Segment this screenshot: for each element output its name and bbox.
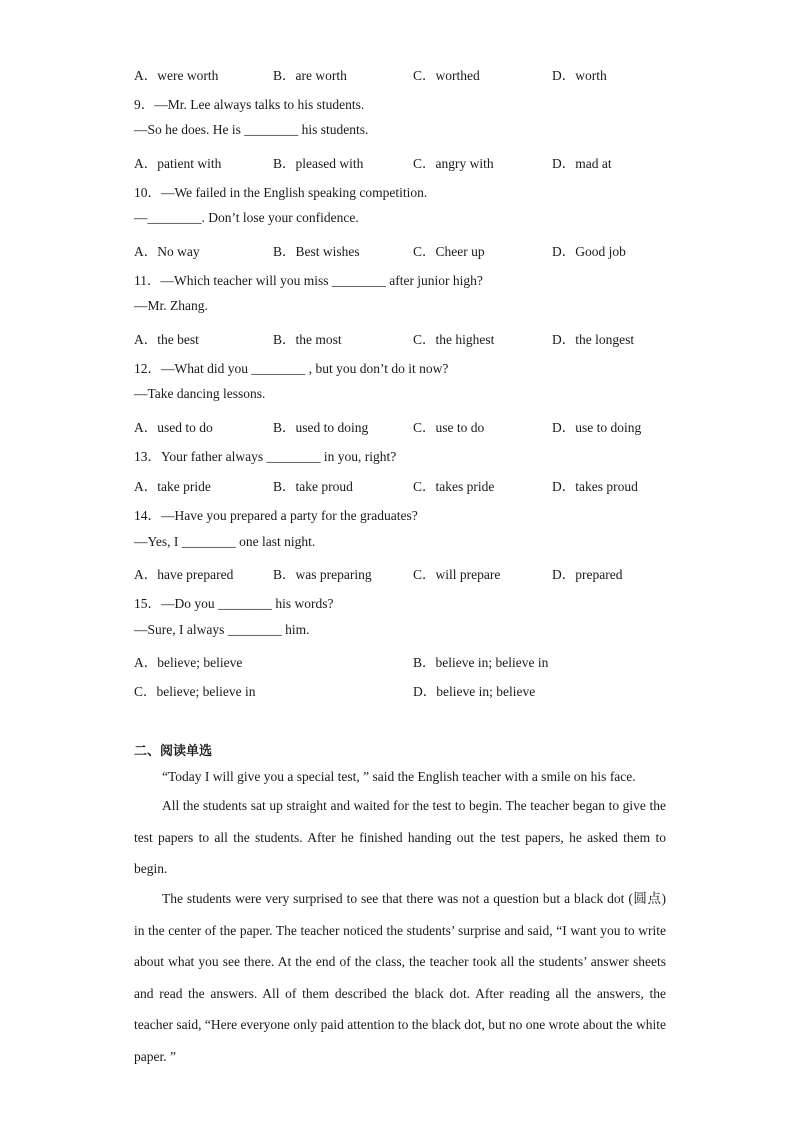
q9-option-c: C．angry with [413,156,494,171]
q9-reply: —So he does. He is ________ his students. [134,122,369,137]
q9-option-d: D．mad at [552,156,612,171]
q14-option-c: C．will prepare [413,567,501,582]
q10-option-a: A．No way [134,244,200,259]
q11-option-a: A．the best [134,332,199,347]
q14-option-a: A．have prepared [134,567,234,582]
q15-stem: 15．—Do you ________ his words? [134,596,334,611]
q8-option-b: B．are worth [273,68,347,83]
q8-option-a: A．were worth [134,68,219,83]
q8-option-d: D．worth [552,68,607,83]
section-heading: 二、阅读单选 [134,744,213,759]
q11-option-c: C．the highest [413,332,495,347]
passage-paragraph-3-text: The students were very surprised to see that there was not a question but a black dot (圆点) in the center of the paper. The teacher noticed the students’ surprise and said, “I want you to write about what you see there. At the end of the class, the teacher took all the students’ answer sheets and read the answers. All of them described the black dot. After reading all the answers, the teacher said, “Here everyone only paid attention to the black dot, but no one wrote about the white paper. ” [134,891,666,1064]
q13-option-b: B．take proud [273,479,353,494]
passage-paragraph-1-text: “Today I will give you a special test, ” said the English teacher with a smile on his face. [162,769,636,784]
passage-paragraph-2 [134,790,666,885]
q14-stem: 14．—Have you prepared a party for the graduates? [134,508,418,523]
q9-option-a: A．patient with [134,156,222,171]
q13-option-a: A．take pride [134,479,211,494]
q12-option-a: A．used to do [134,420,213,435]
q10-option-b: B．Best wishes [273,244,360,259]
passage-paragraph-1 [134,761,666,793]
q9-stem: 9．—Mr. Lee always talks to his students. [134,97,365,112]
q10-option-d: D．Good job [552,244,626,259]
q12-option-b: B．used to doing [273,420,369,435]
q11-option-b: B．the most [273,332,342,347]
q13-option-c: C．takes pride [413,479,495,494]
q13-stem: 13．Your father always ________ in you, right? [134,449,397,464]
q11-reply: —Mr. Zhang. [134,298,208,313]
q11-stem: 11．—Which teacher will you miss ________ after junior high? [134,273,483,288]
q10-reply: —________. Don’t lose your confidence. [134,210,359,225]
q15-option-a: A．believe; believe [134,655,243,670]
passage-paragraph-2-text: All the students sat up straight and waited for the test to begin. The teacher began to give the test papers to all the students. After he finished handing out the test papers, he asked them to begin. [134,798,666,876]
q13-option-d: D．takes proud [552,479,638,494]
q15-option-c: C．believe; believe in [134,684,256,699]
passage-paragraph-3 [134,883,666,1072]
q11-option-d: D．the longest [552,332,635,347]
q14-option-b: B．was preparing [273,567,372,582]
q12-reply: —Take dancing lessons. [134,386,266,401]
q15-reply: —Sure, I always ________ him. [134,622,310,637]
q14-option-d: D．prepared [552,567,623,582]
q10-stem: 10．—We failed in the English speaking competition. [134,185,428,200]
q9-option-b: B．pleased with [273,156,364,171]
q10-option-c: C．Cheer up [413,244,485,259]
q15-option-b: B．believe in; believe in [413,655,549,670]
q12-option-d: D．use to doing [552,420,642,435]
q15-option-d: D．believe in; believe [413,684,536,699]
q12-stem: 12．—What did you ________ , but you don’t do it now? [134,361,449,376]
q14-reply: —Yes, I ________ one last night. [134,534,316,549]
q12-option-c: C．use to do [413,420,485,435]
q8-option-c: C．worthed [413,68,480,83]
